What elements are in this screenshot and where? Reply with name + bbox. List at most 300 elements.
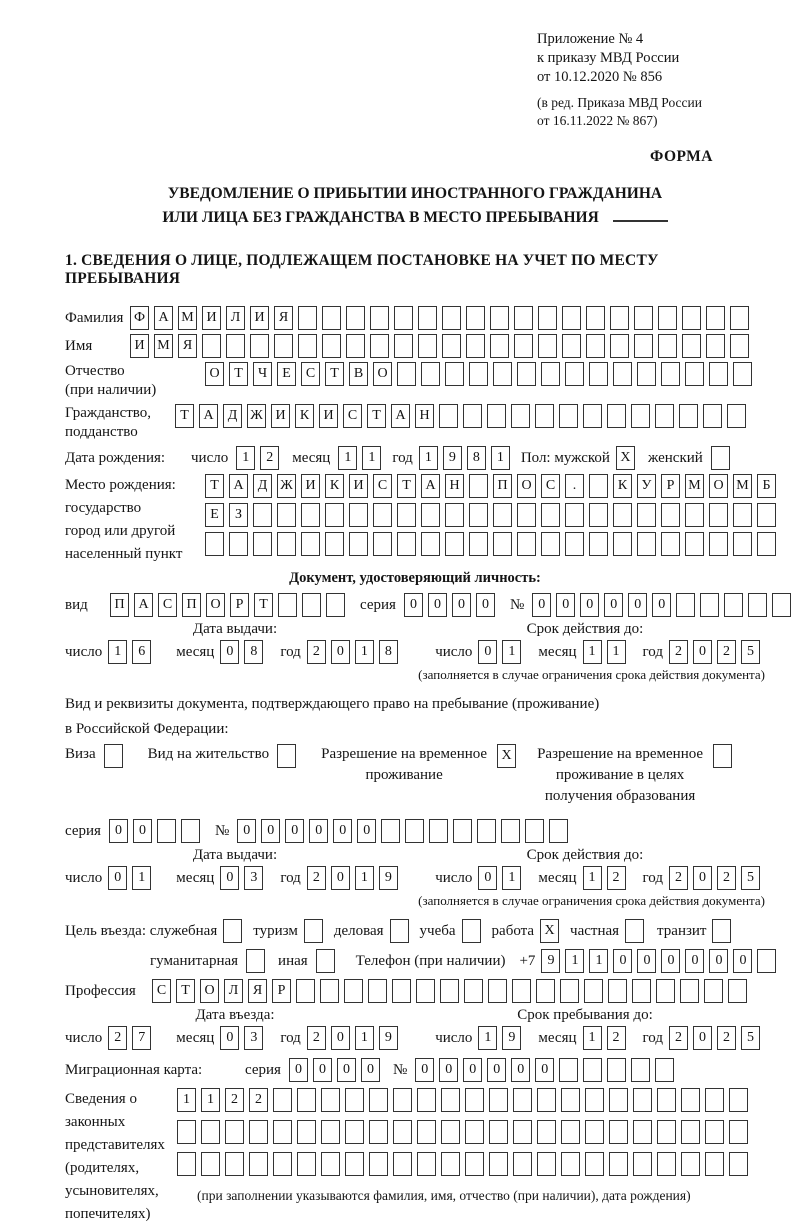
representatives-row3-cells[interactable] (177, 1152, 753, 1176)
char-cell[interactable]: 2 (669, 640, 688, 664)
char-cell[interactable]: 2 (717, 640, 736, 664)
char-cell[interactable]: А (134, 593, 153, 617)
char-cell[interactable] (625, 919, 644, 943)
char-cell[interactable]: Ч (253, 362, 272, 386)
char-cell[interactable]: 9 (379, 866, 398, 890)
char-cell[interactable] (681, 1088, 700, 1112)
char-cell[interactable] (562, 306, 581, 330)
char-cell[interactable] (445, 532, 464, 556)
purpose-transit-checkbox[interactable] (712, 919, 736, 943)
char-cell[interactable] (249, 1152, 268, 1176)
char-cell[interactable] (442, 334, 461, 358)
stay-day-cells[interactable] (478, 1026, 526, 1050)
char-cell[interactable]: Т (175, 404, 194, 428)
char-cell[interactable]: 0 (511, 1058, 530, 1082)
char-cell[interactable] (463, 404, 482, 428)
char-cell[interactable]: С (301, 362, 320, 386)
char-cell[interactable] (301, 532, 320, 556)
char-cell[interactable]: 5 (741, 640, 760, 664)
char-cell[interactable] (418, 334, 437, 358)
entry-month-cells[interactable] (220, 1026, 268, 1050)
char-cell[interactable]: Н (445, 474, 464, 498)
char-cell[interactable]: 1 (502, 640, 521, 664)
char-cell[interactable] (368, 979, 387, 1003)
char-cell[interactable] (733, 503, 752, 527)
char-cell[interactable] (157, 819, 176, 843)
char-cell[interactable] (586, 306, 605, 330)
char-cell[interactable] (469, 532, 488, 556)
char-cell[interactable] (525, 819, 544, 843)
char-cell[interactable] (633, 1088, 652, 1112)
char-cell[interactable]: Я (274, 306, 293, 330)
char-cell[interactable] (632, 979, 651, 1003)
char-cell[interactable]: 9 (379, 1026, 398, 1050)
char-cell[interactable] (441, 1152, 460, 1176)
char-cell[interactable] (657, 1120, 676, 1144)
char-cell[interactable] (682, 334, 701, 358)
char-cell[interactable] (537, 1152, 556, 1176)
char-cell[interactable] (607, 404, 626, 428)
char-cell[interactable]: О (205, 362, 224, 386)
char-cell[interactable]: 0 (289, 1058, 308, 1082)
char-cell[interactable] (511, 404, 530, 428)
char-cell[interactable]: 0 (133, 819, 152, 843)
char-cell[interactable]: 1 (583, 1026, 602, 1050)
char-cell[interactable] (727, 404, 746, 428)
char-cell[interactable]: О (200, 979, 219, 1003)
char-cell[interactable]: Р (272, 979, 291, 1003)
char-cell[interactable]: О (709, 474, 728, 498)
char-cell[interactable] (246, 949, 265, 973)
char-cell[interactable]: И (250, 306, 269, 330)
char-cell[interactable] (253, 503, 272, 527)
char-cell[interactable]: М (733, 474, 752, 498)
given-name-cells[interactable] (130, 334, 754, 358)
char-cell[interactable] (517, 532, 536, 556)
char-cell[interactable] (757, 532, 776, 556)
char-cell[interactable]: 1 (589, 949, 608, 973)
char-cell[interactable]: 9 (443, 446, 462, 470)
char-cell[interactable] (477, 819, 496, 843)
char-cell[interactable] (493, 503, 512, 527)
char-cell[interactable]: С (373, 474, 392, 498)
char-cell[interactable] (501, 819, 520, 843)
char-cell[interactable]: 2 (607, 866, 626, 890)
char-cell[interactable] (370, 334, 389, 358)
char-cell[interactable]: А (421, 474, 440, 498)
char-cell[interactable] (712, 919, 731, 943)
char-cell[interactable] (416, 979, 435, 1003)
char-cell[interactable]: 2 (717, 866, 736, 890)
char-cell[interactable] (274, 334, 293, 358)
char-cell[interactable] (514, 306, 533, 330)
char-cell[interactable] (514, 334, 533, 358)
char-cell[interactable] (661, 503, 680, 527)
char-cell[interactable] (609, 1120, 628, 1144)
char-cell[interactable] (418, 306, 437, 330)
char-cell[interactable] (417, 1120, 436, 1144)
char-cell[interactable]: 8 (379, 640, 398, 664)
char-cell[interactable] (394, 334, 413, 358)
char-cell[interactable] (560, 979, 579, 1003)
char-cell[interactable] (633, 1152, 652, 1176)
char-cell[interactable]: 0 (333, 819, 352, 843)
char-cell[interactable] (682, 306, 701, 330)
char-cell[interactable] (517, 503, 536, 527)
char-cell[interactable] (417, 1088, 436, 1112)
char-cell[interactable]: Ж (277, 474, 296, 498)
char-cell[interactable]: З (229, 503, 248, 527)
char-cell[interactable]: И (271, 404, 290, 428)
char-cell[interactable] (297, 1088, 316, 1112)
char-cell[interactable]: П (110, 593, 129, 617)
char-cell[interactable] (321, 1088, 340, 1112)
valid2-day-cells[interactable] (478, 866, 526, 890)
char-cell[interactable] (608, 979, 627, 1003)
char-cell[interactable] (730, 306, 749, 330)
stay-month-cells[interactable] (583, 1026, 631, 1050)
char-cell[interactable] (223, 919, 242, 943)
char-cell[interactable]: 0 (532, 593, 551, 617)
char-cell[interactable] (469, 474, 488, 498)
char-cell[interactable]: А (229, 474, 248, 498)
char-cell[interactable]: 0 (693, 866, 712, 890)
char-cell[interactable]: 2 (717, 1026, 736, 1050)
char-cell[interactable] (657, 1152, 676, 1176)
char-cell[interactable] (537, 1120, 556, 1144)
char-cell[interactable] (631, 404, 650, 428)
char-cell[interactable] (705, 1120, 724, 1144)
char-cell[interactable] (439, 404, 458, 428)
char-cell[interactable]: 2 (669, 866, 688, 890)
char-cell[interactable] (607, 1058, 626, 1082)
char-cell[interactable]: 1 (108, 640, 127, 664)
char-cell[interactable]: К (325, 474, 344, 498)
char-cell[interactable]: 1 (362, 446, 381, 470)
char-cell[interactable] (322, 306, 341, 330)
char-cell[interactable]: Т (176, 979, 195, 1003)
char-cell[interactable]: А (391, 404, 410, 428)
char-cell[interactable]: 0 (220, 866, 239, 890)
char-cell[interactable] (661, 532, 680, 556)
char-cell[interactable] (397, 362, 416, 386)
char-cell[interactable]: 0 (220, 1026, 239, 1050)
char-cell[interactable] (421, 362, 440, 386)
char-cell[interactable]: М (685, 474, 704, 498)
char-cell[interactable] (685, 532, 704, 556)
char-cell[interactable]: Е (205, 503, 224, 527)
char-cell[interactable]: 0 (261, 819, 280, 843)
char-cell[interactable] (226, 334, 245, 358)
char-cell[interactable]: М (178, 306, 197, 330)
char-cell[interactable] (440, 979, 459, 1003)
char-cell[interactable] (661, 362, 680, 386)
char-cell[interactable] (493, 362, 512, 386)
char-cell[interactable] (249, 1120, 268, 1144)
char-cell[interactable] (393, 1152, 412, 1176)
char-cell[interactable] (445, 503, 464, 527)
char-cell[interactable] (298, 306, 317, 330)
char-cell[interactable] (441, 1120, 460, 1144)
char-cell[interactable]: 0 (428, 593, 447, 617)
char-cell[interactable]: 5 (741, 1026, 760, 1050)
char-cell[interactable] (345, 1152, 364, 1176)
char-cell[interactable]: X (540, 919, 559, 943)
char-cell[interactable]: 0 (463, 1058, 482, 1082)
issue2-year-cells[interactable] (307, 866, 403, 890)
phone-cells[interactable] (541, 949, 781, 973)
char-cell[interactable]: 0 (237, 819, 256, 843)
char-cell[interactable] (704, 979, 723, 1003)
char-cell[interactable] (584, 979, 603, 1003)
char-cell[interactable] (535, 404, 554, 428)
entry-year-cells[interactable] (307, 1026, 403, 1050)
char-cell[interactable] (381, 819, 400, 843)
char-cell[interactable]: 0 (220, 640, 239, 664)
char-cell[interactable] (397, 532, 416, 556)
char-cell[interactable] (709, 532, 728, 556)
char-cell[interactable] (369, 1152, 388, 1176)
purpose-business-checkbox[interactable] (390, 919, 414, 943)
char-cell[interactable] (655, 404, 674, 428)
char-cell[interactable] (634, 334, 653, 358)
char-cell[interactable] (585, 1120, 604, 1144)
char-cell[interactable]: 1 (355, 640, 374, 664)
char-cell[interactable]: 0 (580, 593, 599, 617)
char-cell[interactable] (729, 1152, 748, 1176)
char-cell[interactable] (559, 1058, 578, 1082)
char-cell[interactable]: 0 (661, 949, 680, 973)
char-cell[interactable]: Ф (130, 306, 149, 330)
char-cell[interactable] (441, 1088, 460, 1112)
char-cell[interactable]: 0 (604, 593, 623, 617)
char-cell[interactable]: 1 (583, 866, 602, 890)
char-cell[interactable]: 2 (307, 640, 326, 664)
char-cell[interactable] (724, 593, 743, 617)
profession-cells[interactable] (152, 979, 752, 1003)
char-cell[interactable]: К (295, 404, 314, 428)
char-cell[interactable]: 0 (476, 593, 495, 617)
char-cell[interactable]: 1 (355, 1026, 374, 1050)
char-cell[interactable]: 0 (487, 1058, 506, 1082)
citizenship-cells[interactable] (175, 404, 751, 428)
char-cell[interactable]: 1 (478, 1026, 497, 1050)
char-cell[interactable] (316, 949, 335, 973)
char-cell[interactable]: Л (224, 979, 243, 1003)
char-cell[interactable]: 2 (607, 1026, 626, 1050)
char-cell[interactable] (462, 919, 481, 943)
char-cell[interactable] (201, 1120, 220, 1144)
char-cell[interactable] (700, 593, 719, 617)
char-cell[interactable] (349, 532, 368, 556)
mig-series-cells[interactable] (289, 1058, 385, 1082)
char-cell[interactable] (733, 362, 752, 386)
char-cell[interactable] (225, 1152, 244, 1176)
char-cell[interactable] (706, 334, 725, 358)
char-cell[interactable]: 0 (733, 949, 752, 973)
char-cell[interactable] (465, 1120, 484, 1144)
char-cell[interactable]: 5 (741, 866, 760, 890)
char-cell[interactable] (344, 979, 363, 1003)
char-cell[interactable]: О (517, 474, 536, 498)
char-cell[interactable] (513, 1088, 532, 1112)
char-cell[interactable]: 2 (669, 1026, 688, 1050)
char-cell[interactable] (453, 819, 472, 843)
char-cell[interactable] (201, 1152, 220, 1176)
char-cell[interactable] (445, 362, 464, 386)
char-cell[interactable]: 0 (478, 866, 497, 890)
char-cell[interactable] (562, 334, 581, 358)
char-cell[interactable] (685, 503, 704, 527)
char-cell[interactable]: . (565, 474, 584, 498)
char-cell[interactable]: 8 (467, 446, 486, 470)
char-cell[interactable] (345, 1088, 364, 1112)
char-cell[interactable] (421, 532, 440, 556)
char-cell[interactable]: 1 (236, 446, 255, 470)
char-cell[interactable] (490, 334, 509, 358)
char-cell[interactable]: Т (254, 593, 273, 617)
char-cell[interactable] (631, 1058, 650, 1082)
temp-residence-education-checkbox[interactable] (713, 744, 737, 768)
char-cell[interactable]: Т (205, 474, 224, 498)
char-cell[interactable] (586, 334, 605, 358)
char-cell[interactable] (489, 1120, 508, 1144)
char-cell[interactable] (349, 503, 368, 527)
char-cell[interactable] (583, 404, 602, 428)
char-cell[interactable] (429, 819, 448, 843)
valid1-year-cells[interactable] (669, 640, 765, 664)
char-cell[interactable] (706, 306, 725, 330)
char-cell[interactable]: 0 (337, 1058, 356, 1082)
char-cell[interactable] (583, 1058, 602, 1082)
char-cell[interactable]: Р (230, 593, 249, 617)
valid2-year-cells[interactable] (669, 866, 765, 890)
char-cell[interactable] (277, 744, 296, 768)
char-cell[interactable]: Т (397, 474, 416, 498)
char-cell[interactable] (585, 1088, 604, 1112)
char-cell[interactable]: 1 (201, 1088, 220, 1112)
char-cell[interactable] (405, 819, 424, 843)
purpose-official-checkbox[interactable] (223, 919, 247, 943)
char-cell[interactable] (589, 532, 608, 556)
char-cell[interactable]: Е (277, 362, 296, 386)
char-cell[interactable]: X (497, 744, 516, 768)
char-cell[interactable]: 2 (249, 1088, 268, 1112)
char-cell[interactable] (273, 1152, 292, 1176)
char-cell[interactable]: Н (415, 404, 434, 428)
char-cell[interactable]: 0 (108, 866, 127, 890)
char-cell[interactable] (748, 593, 767, 617)
res-number-cells[interactable] (237, 819, 573, 843)
doc-number-cells[interactable] (532, 593, 796, 617)
char-cell[interactable] (613, 532, 632, 556)
char-cell[interactable]: 1 (565, 949, 584, 973)
char-cell[interactable] (561, 1088, 580, 1112)
char-cell[interactable] (676, 593, 695, 617)
char-cell[interactable] (559, 404, 578, 428)
char-cell[interactable]: 0 (415, 1058, 434, 1082)
char-cell[interactable]: 0 (361, 1058, 380, 1082)
char-cell[interactable] (685, 362, 704, 386)
char-cell[interactable]: П (493, 474, 512, 498)
purpose-study-checkbox[interactable] (462, 919, 486, 943)
char-cell[interactable] (393, 1088, 412, 1112)
char-cell[interactable] (513, 1120, 532, 1144)
char-cell[interactable] (679, 404, 698, 428)
char-cell[interactable] (565, 532, 584, 556)
issue1-day-cells[interactable] (108, 640, 156, 664)
char-cell[interactable] (392, 979, 411, 1003)
char-cell[interactable]: И (202, 306, 221, 330)
char-cell[interactable] (469, 362, 488, 386)
char-cell[interactable] (541, 503, 560, 527)
char-cell[interactable] (202, 334, 221, 358)
char-cell[interactable] (709, 362, 728, 386)
char-cell[interactable]: М (154, 334, 173, 358)
char-cell[interactable]: 0 (452, 593, 471, 617)
char-cell[interactable] (565, 503, 584, 527)
char-cell[interactable] (390, 919, 409, 943)
char-cell[interactable]: 1 (491, 446, 510, 470)
char-cell[interactable]: 0 (478, 640, 497, 664)
visa-checkbox[interactable] (104, 744, 128, 768)
char-cell[interactable] (561, 1152, 580, 1176)
char-cell[interactable]: 0 (109, 819, 128, 843)
char-cell[interactable]: Р (661, 474, 680, 498)
char-cell[interactable]: 0 (652, 593, 671, 617)
char-cell[interactable] (465, 1088, 484, 1112)
char-cell[interactable] (393, 1120, 412, 1144)
char-cell[interactable] (610, 334, 629, 358)
purpose-tourism-checkbox[interactable] (304, 919, 328, 943)
char-cell[interactable] (250, 334, 269, 358)
char-cell[interactable] (589, 503, 608, 527)
char-cell[interactable] (320, 979, 339, 1003)
issue2-month-cells[interactable] (220, 866, 268, 890)
birth-month-cells[interactable] (338, 446, 386, 470)
char-cell[interactable] (705, 1152, 724, 1176)
char-cell[interactable] (296, 979, 315, 1003)
char-cell[interactable]: 0 (439, 1058, 458, 1082)
char-cell[interactable]: 1 (355, 866, 374, 890)
char-cell[interactable] (297, 1120, 316, 1144)
char-cell[interactable] (730, 334, 749, 358)
char-cell[interactable] (253, 532, 272, 556)
char-cell[interactable]: Ж (247, 404, 266, 428)
char-cell[interactable] (369, 1120, 388, 1144)
char-cell[interactable]: Д (253, 474, 272, 498)
char-cell[interactable] (298, 334, 317, 358)
char-cell[interactable] (277, 532, 296, 556)
birth-year-cells[interactable] (419, 446, 515, 470)
char-cell[interactable]: 0 (313, 1058, 332, 1082)
char-cell[interactable] (517, 362, 536, 386)
char-cell[interactable] (561, 1120, 580, 1144)
char-cell[interactable]: X (616, 446, 635, 470)
char-cell[interactable]: П (182, 593, 201, 617)
char-cell[interactable]: И (301, 474, 320, 498)
char-cell[interactable] (490, 306, 509, 330)
char-cell[interactable] (657, 1088, 676, 1112)
char-cell[interactable]: К (613, 474, 632, 498)
char-cell[interactable] (297, 1152, 316, 1176)
residence-permit-checkbox[interactable] (277, 744, 301, 768)
char-cell[interactable] (711, 446, 730, 470)
char-cell[interactable]: О (206, 593, 225, 617)
char-cell[interactable] (589, 474, 608, 498)
char-cell[interactable]: Л (226, 306, 245, 330)
char-cell[interactable]: И (130, 334, 149, 358)
